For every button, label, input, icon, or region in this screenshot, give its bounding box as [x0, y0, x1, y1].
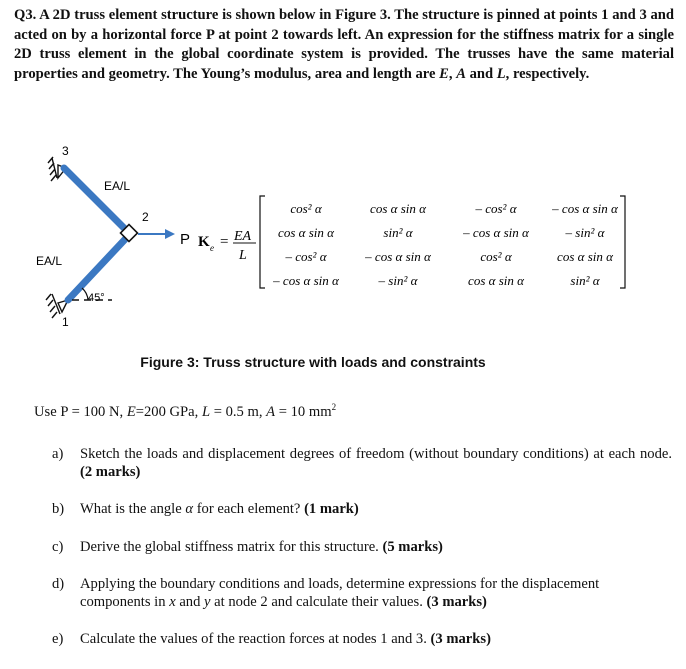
node-1-label: 1 [62, 315, 69, 329]
matrix-cell: – cos α sin α [365, 249, 431, 264]
matrix-cell: cos α sin α [278, 225, 334, 240]
part-label: b) [52, 501, 65, 517]
node-2-label: 2 [142, 210, 149, 224]
part-marks: (3 marks) [430, 631, 491, 647]
given-text: =200 GPa, [135, 403, 202, 420]
part-text: Calculate the values of the reaction forces at nodes 1 and 3. [80, 631, 431, 647]
part-marks: (3 marks) [426, 593, 487, 610]
question-prefix: Q3. A 2D truss element structure is shown below in Figure 3. The structure is pinned at points 1 and 3 and acted on by a horizontal force P at point 2 towards left. An expression for the stiffness matrix for a single 2D truss element in the global coordinate system is provided. The trusses have the same material properties and geometry. The Young’s modulus, area and length are [14, 7, 674, 82]
matrix-cell: cos² α [480, 249, 512, 264]
given-text: = 0.5 m, [210, 403, 267, 420]
symbol-A: A [266, 403, 276, 420]
truss-member-bottom [68, 234, 130, 300]
symbol-x: x [169, 593, 176, 610]
angle-label: 45° [88, 292, 105, 304]
part-text: What is the angle [80, 501, 186, 517]
symbol-alpha: α [185, 501, 194, 517]
part-label: a) [52, 446, 64, 462]
matrix-cell: – cos α sin α [273, 273, 339, 288]
stiffness-matrix [272, 201, 619, 288]
part-b [52, 501, 672, 519]
matrix-cell: – cos² α [285, 249, 327, 264]
fraction-numerator: EA [234, 229, 252, 244]
symbol-E: E [126, 403, 136, 420]
part-label: e) [52, 631, 64, 647]
arrowhead-icon [165, 229, 175, 239]
matrix-left-bracket [260, 196, 265, 288]
figure-3 [0, 128, 686, 348]
node-3-label: 3 [62, 144, 69, 158]
matrix-cell: – sin² α [565, 225, 605, 240]
truss-diagram [0, 128, 686, 348]
matrix-cell: – cos α sin α [463, 225, 529, 240]
equals-sign: = [220, 234, 229, 250]
K-symbol: K [198, 234, 210, 250]
part-e [52, 631, 672, 649]
part-text: Derive the global stiffness matrix for this structure. [80, 538, 383, 555]
matrix-cell: cos² α [290, 201, 322, 216]
matrix-cell: cos α sin α [557, 249, 613, 264]
symbol-E: E [439, 65, 449, 82]
part-label: d) [52, 576, 65, 592]
part-text: and [175, 593, 205, 610]
matrix-cell: sin² α [383, 225, 413, 240]
K-subscript: e [210, 243, 214, 253]
truss-member-top [64, 168, 130, 234]
symbol-L: L [496, 65, 506, 82]
part-d [52, 576, 672, 611]
member-bottom-label: EA/L [36, 254, 63, 268]
part-a [52, 446, 672, 481]
part-text: Sketch the loads and displacement degrees of freedom (without boundary conditions) at each node. [80, 446, 672, 462]
question-sep: and [465, 65, 497, 82]
part-marks: (5 marks) [382, 538, 443, 555]
part-marks: (1 mark) [304, 501, 359, 517]
matrix-cell: – cos² α [475, 201, 517, 216]
part-c [52, 539, 672, 557]
figure-caption [0, 354, 686, 370]
given-superscript: 2 [331, 402, 337, 412]
given-text: Use P = 100 N, [34, 403, 127, 420]
question-suffix: , respectively. [505, 65, 590, 82]
given-values [34, 402, 336, 421]
matrix-cell: – cos α sin α [552, 201, 618, 216]
given-text: = 10 mm [275, 403, 332, 420]
force-label: P [180, 231, 191, 248]
matrix-cell: cos α sin α [370, 201, 426, 216]
part-text: at node 2 and calculate their values. [210, 593, 427, 610]
question-text [14, 6, 674, 84]
part-text: for each element? [193, 501, 305, 517]
symbol-A: A [456, 65, 466, 82]
fraction-denominator: L [239, 248, 247, 263]
member-top-label: EA/L [104, 179, 131, 193]
matrix-cell: sin² α [570, 273, 600, 288]
figure-caption-text: Figure 3: Truss structure with loads and constraints [140, 354, 486, 370]
sub-questions [52, 446, 672, 669]
matrix-cell: cos α sin α [468, 273, 524, 288]
question-sep: , [448, 65, 457, 82]
part-marks: (2 marks) [80, 463, 141, 480]
symbol-L: L [201, 403, 211, 420]
part-text: Applying the boundary conditions and loads, determine expressions for the displacement components in [80, 576, 600, 610]
symbol-y: y [204, 593, 211, 610]
part-label: c) [52, 538, 64, 555]
matrix-cell: – sin² α [378, 273, 418, 288]
matrix-right-bracket [620, 196, 625, 288]
